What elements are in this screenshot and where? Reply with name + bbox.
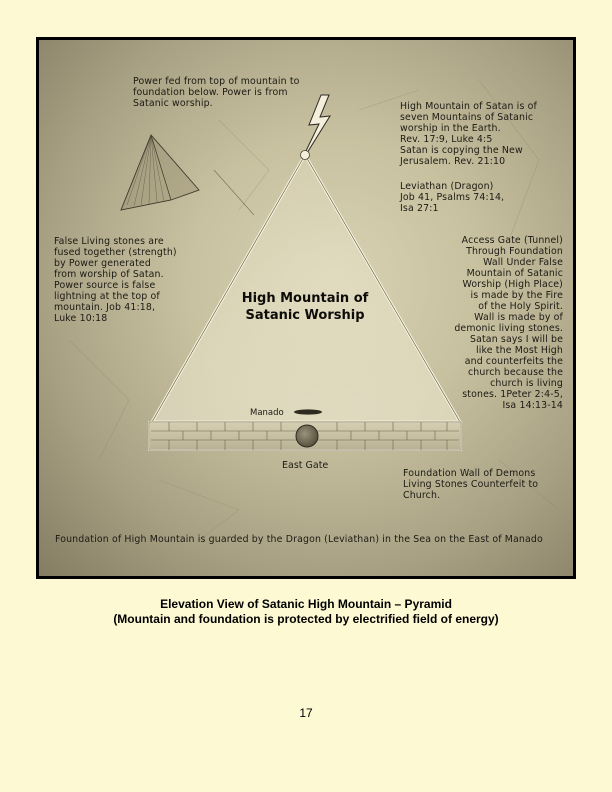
annotation-line: Leviathan (Dragon)	[400, 181, 494, 192]
mountain-title-line: High Mountain of	[241, 291, 369, 306]
leader-line	[214, 170, 254, 215]
annotation-power-fed	[133, 76, 300, 109]
annotation-line: Through Foundation	[466, 246, 563, 257]
annotation-line: Luke 10:18	[54, 313, 108, 324]
annotation-line: stones. 1Peter 2:4-5,	[462, 389, 563, 400]
annotation-line: Rev. 17:9, Luke 4:5	[400, 134, 493, 145]
annotation-line: Satanic worship.	[133, 98, 213, 109]
east-gate-label: East Gate	[282, 460, 329, 471]
foundation-wall	[149, 422, 461, 450]
annotation-line: by Power generated	[54, 258, 151, 269]
annotation-line: Living Stones Counterfeit to	[403, 479, 539, 490]
annotation-line: Church.	[403, 490, 441, 501]
annotation-line: Satan is copying the New	[400, 145, 523, 156]
annotation-line: demonic living stones.	[454, 323, 563, 334]
annotation-line: Power fed from top of mountain to	[133, 76, 300, 87]
annotation-line: is made by the Fire	[470, 290, 563, 301]
annotation-line: from worship of Satan.	[54, 269, 164, 280]
annotation-line: Wall Under False	[483, 257, 563, 268]
mountain-title-line: Satanic Worship	[245, 308, 365, 323]
figure-caption	[0, 597, 612, 627]
annotation-line: fused together (strength)	[54, 247, 177, 258]
annotation-line: High Mountain of Satan is of	[400, 101, 537, 112]
caption-line-1: Elevation View of Satanic High Mountain – Pyramid	[160, 597, 452, 611]
annotation-line: Job 41, Psalms 74:14,	[400, 192, 505, 203]
annotation-line: Wall is made by of	[474, 312, 563, 323]
annotation-line: Satan says I will be	[469, 334, 563, 345]
manado-marker	[294, 409, 322, 414]
annotation-line: lightning at the top of	[54, 291, 160, 302]
annotation-foundation-wall	[403, 468, 538, 501]
annotation-high-mountain	[400, 101, 537, 167]
figure-frame	[36, 37, 576, 579]
annotation-line: Access Gate (Tunnel)	[461, 235, 563, 246]
annotation-leviathan	[400, 181, 504, 214]
apex-dot	[301, 151, 310, 160]
annotation-line: Power source is false	[54, 280, 156, 291]
small-pyramid-icon	[121, 135, 199, 210]
annotation-false-stones	[54, 236, 177, 324]
annotation-line: Isa 14:13-14	[502, 400, 563, 411]
annotation-line: Worship (High Place)	[462, 279, 563, 290]
annotation-line: mountain. Job 41:18,	[54, 302, 156, 313]
lightning-bolt-icon	[305, 95, 330, 153]
annotation-line: False Living stones are	[54, 236, 164, 247]
annotation-line: Jerusalem. Rev. 21:10	[400, 156, 506, 167]
annotation-line: and counterfeits the	[464, 356, 563, 367]
annotation-line: like the Most High	[475, 345, 563, 356]
annotation-bottom: Foundation of High Mountain is guarded by the Dragon (Leviathan) in the Sea on the East of Manado	[55, 534, 543, 545]
annotation-access-gate	[403, 235, 563, 411]
caption-line-2: (Mountain and foundation is protected by electrified field of energy)	[113, 612, 499, 626]
pyramid-illustration	[39, 40, 573, 576]
annotation-line: Foundation Wall of Demons	[403, 468, 536, 479]
annotation-line: church is living	[490, 378, 563, 389]
annotation-line: Mountain of Satanic	[466, 268, 563, 279]
annotation-line: Isa 27:1	[400, 203, 439, 214]
annotation-line: foundation below. Power is from	[133, 87, 288, 98]
east-gate-tunnel	[296, 425, 318, 447]
annotation-line: church because the	[467, 367, 563, 378]
manado-label: Manado	[250, 408, 284, 418]
page-number: 17	[299, 706, 313, 720]
mountain-title	[225, 290, 385, 324]
annotation-line: worship in the Earth.	[400, 123, 501, 134]
annotation-line: seven Mountains of Satanic	[400, 112, 534, 123]
annotation-line: of the Holy Spirit.	[478, 301, 563, 312]
